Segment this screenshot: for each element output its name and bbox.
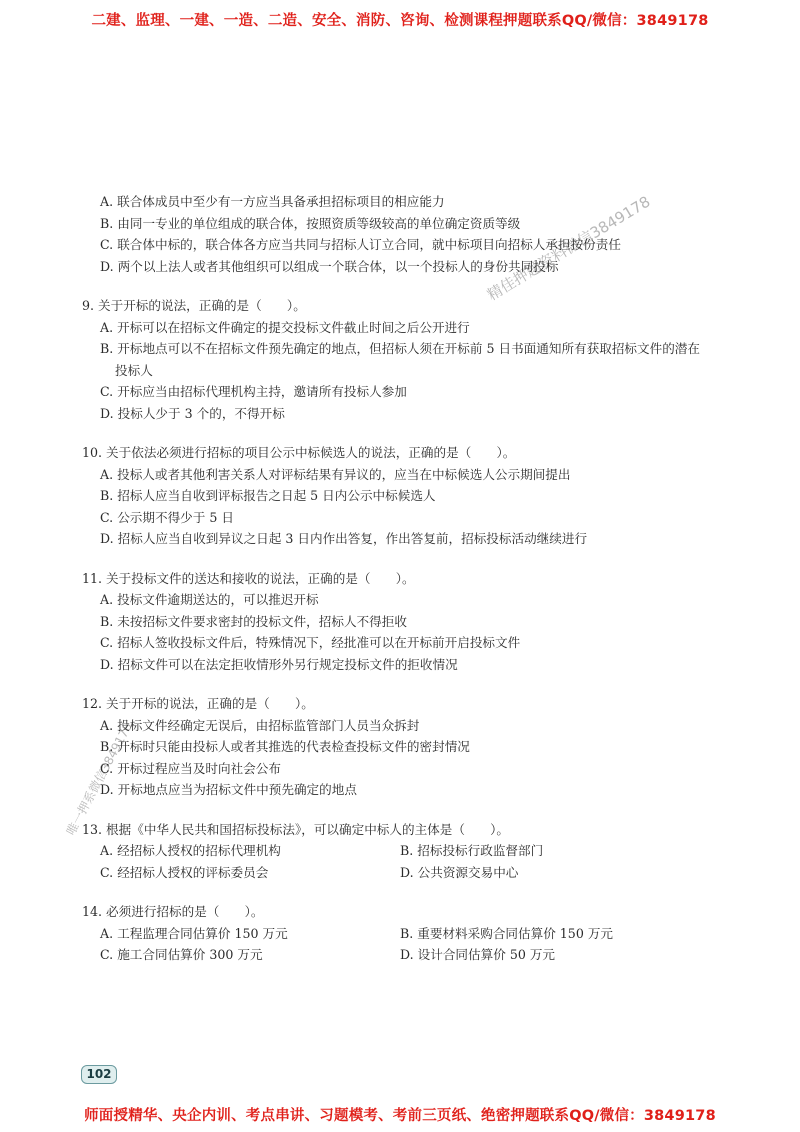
option-c: C. 施工合同估算价 300 万元	[100, 947, 263, 962]
option-c: C. 联合体中标的，联合体各方应当共同与招标人订立合同，就中标项目向招标人承担按份责任	[100, 237, 621, 252]
option-c: C. 开标应当由招标代理机构主持，邀请所有投标人参加	[100, 384, 407, 399]
option-a: A. 投标文件经确定无误后，由招标监管部门人员当众拆封	[100, 717, 420, 733]
option-b: B. 由同一专业的单位组成的联合体，按照资质等级较高的单位确定资质等级	[100, 215, 521, 231]
option-c: C. 开标过程应当及时向社会公布	[100, 760, 281, 776]
option-d: D. 设计合同估算价 50 万元	[400, 947, 556, 962]
option-d: D. 招标文件可以在法定拒收情形外另行规定投标文件的拒收情况	[100, 656, 458, 672]
option-d: D. 招标人应当自收到异议之日起 3 日内作出答复，作出答复前，招标投标活动继续进行	[100, 531, 588, 546]
question-10	[82, 442, 702, 550]
option-d: D. 两个以上法人或者其他组织可以组成一个联合体，以一个投标人的身份共同投标	[100, 258, 559, 274]
option-a: A. 投标人或者其他利害关系人对评标结果有异议的，应当在中标候选人公示期间提出	[100, 466, 571, 482]
option-a: A. 投标文件逾期送达的，可以推迟开标	[100, 592, 319, 607]
option-b: B. 招标人应当自收到评标报告之日起 5 日内公示中标候选人	[100, 488, 436, 503]
option-b: B. 开标地点可以不在招标文件预先确定的地点，但招标人须在开标前 5 日书面通知所有获取招标文件的潜在投标人	[100, 341, 700, 378]
option-b: B. 招标投标行政监督部门	[400, 843, 544, 858]
option-a: A. 工程监理合同估算价 150 万元	[100, 925, 288, 941]
question-13	[82, 819, 702, 884]
options-grid	[100, 840, 702, 883]
option-c: C. 公示期不得少于 5 日	[100, 509, 234, 525]
options-grid	[100, 923, 702, 966]
bottom-promo-banner: 师面授精华、央企内训、考点串讲、习题模考、考前三页纸、绝密押题联系QQ/微信：3849178	[84, 1108, 716, 1124]
option-d: D. 公共资源交易中心	[400, 864, 519, 880]
option-a: A. 开标可以在招标文件确定的提交投标文件截止时间之后公开进行	[100, 319, 470, 335]
question-stem: 11. 关于投标文件的送达和接收的说法，正确的是（ ）。	[82, 570, 415, 586]
question-stem: 10. 关于依法必须进行招标的项目公示中标候选人的说法，正确的是（ ）。	[82, 445, 516, 460]
option-a: A. 联合体成员中至少有一方应当具备承担招标项目的相应能力	[100, 194, 445, 209]
option-d: D. 投标人少于 3 个的，不得开标	[100, 405, 285, 421]
question-stem: 12. 关于开标的说法，正确的是（ ）。	[82, 696, 314, 711]
option-c: C. 经招标人授权的评标委员会	[100, 864, 269, 880]
question-stem: 9. 关于开标的说法，正确的是（ ）。	[82, 298, 306, 313]
top-promo-banner: 二建、监理、一建、一造、二造、安全、消防、咨询、检测课程押题联系QQ/微信：3849178	[91, 13, 709, 29]
option-c: C. 招标人签收投标文件后，特殊情况下，经批准可以在开标前开启投标文件	[100, 635, 521, 650]
question-11	[82, 568, 702, 676]
previous-question-options	[82, 191, 702, 277]
side-watermark: 唯一押系微信3849178	[63, 720, 136, 838]
page-content	[82, 191, 702, 984]
page-number-badge: 102	[81, 1065, 117, 1084]
option-b: B. 重要材料采购合同估算价 150 万元	[400, 925, 614, 941]
option-b: B. 未按招标文件要求密封的投标文件，招标人不得拒收	[100, 613, 407, 629]
question-12	[82, 693, 702, 801]
question-9	[82, 295, 702, 424]
question-stem: 13. 根据《中华人民共和国招标投标法》，可以确定中标人的主体是（ ）。	[82, 821, 510, 837]
option-a: A. 经招标人授权的招标代理机构	[100, 843, 281, 858]
question-14	[82, 901, 702, 966]
option-d: D. 开标地点应当为招标文件中预先确定的地点	[100, 782, 357, 797]
question-stem: 14. 必须进行招标的是（ ）。	[82, 904, 264, 919]
diagonal-watermark: 精佳押题资料微信3849178	[484, 192, 654, 305]
option-b: B. 开标时只能由投标人或者其推选的代表检查投标文件的密封情况	[100, 739, 470, 754]
